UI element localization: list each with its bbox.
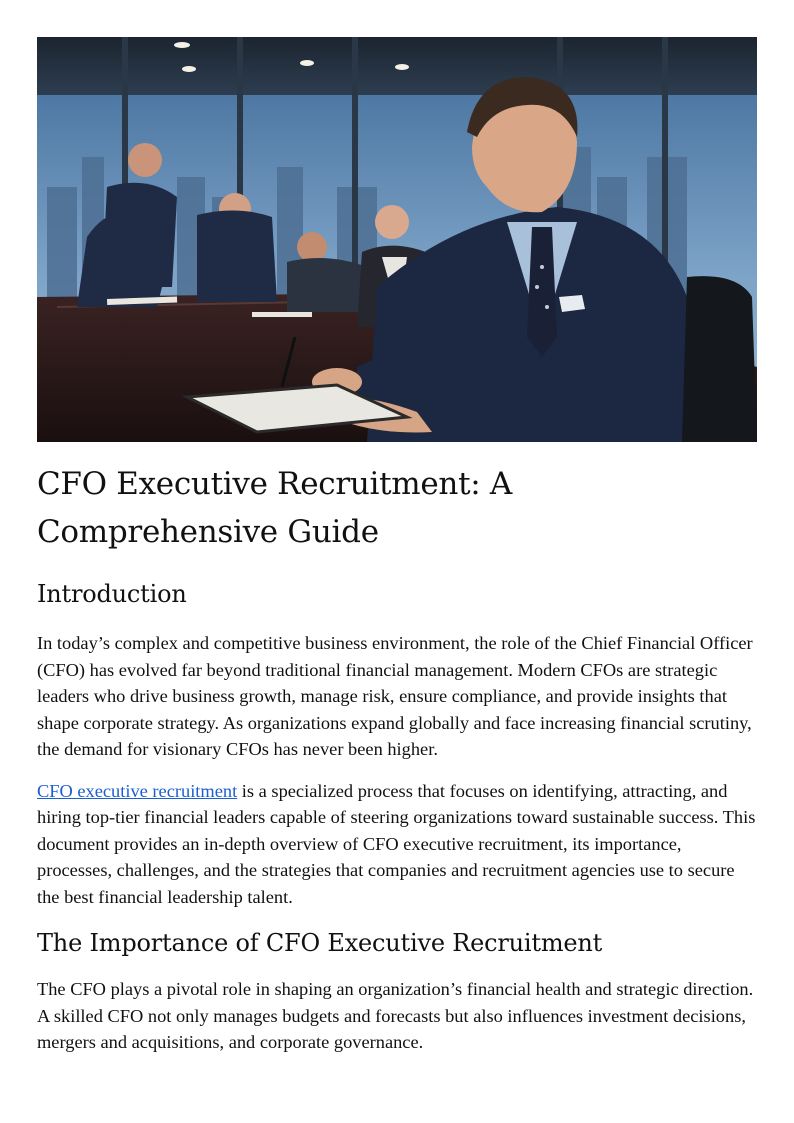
recruitment-overview-text: is a specialized process that focuses on identifying, attracting, and hiring top-tier financial leaders capable of steering organizations toward sustainable success. This document provides an in-depth overview of CFO executive recruitment, its importance, processes, challenges, and the strategies that companies and recruitment agencies use to secure the best financial leadership talent. — [37, 780, 756, 907]
boardroom-illustration — [37, 37, 757, 442]
intro-paragraph: In today’s complex and competitive business environment, the role of the Chief Financial Officer (CFO) has evolved far beyond traditional financial management. Modern CFOs are strategic leaders who drive business growth, manage risk, ensure compliance, and provide insights that shape corporate strategy. As organizations expand globally and face increasing financial scrutiny, the demand for visionary CFOs has never been higher. — [37, 633, 753, 759]
importance-paragraph: The CFO plays a pivotal role in shaping an organization’s financial health and strategic direction. A skilled CFO not only manages budgets and forecasts but also influences investment decisions, mergers and acquisitions, and corporate governance. — [37, 979, 754, 1052]
section-heading-importance: The Importance of CFO Executive Recruitment — [37, 929, 603, 957]
section-heading-introduction: Introduction — [37, 580, 187, 608]
page-title: CFO Executive Recruitment: A Comprehensive Guide — [37, 466, 513, 550]
cfo-executive-recruitment-link[interactable]: CFO executive recruitment — [37, 780, 238, 801]
recruitment-overview-paragraph — [37, 778, 757, 911]
document-page — [37, 37, 757, 1056]
hero-image-boardroom — [37, 37, 757, 442]
